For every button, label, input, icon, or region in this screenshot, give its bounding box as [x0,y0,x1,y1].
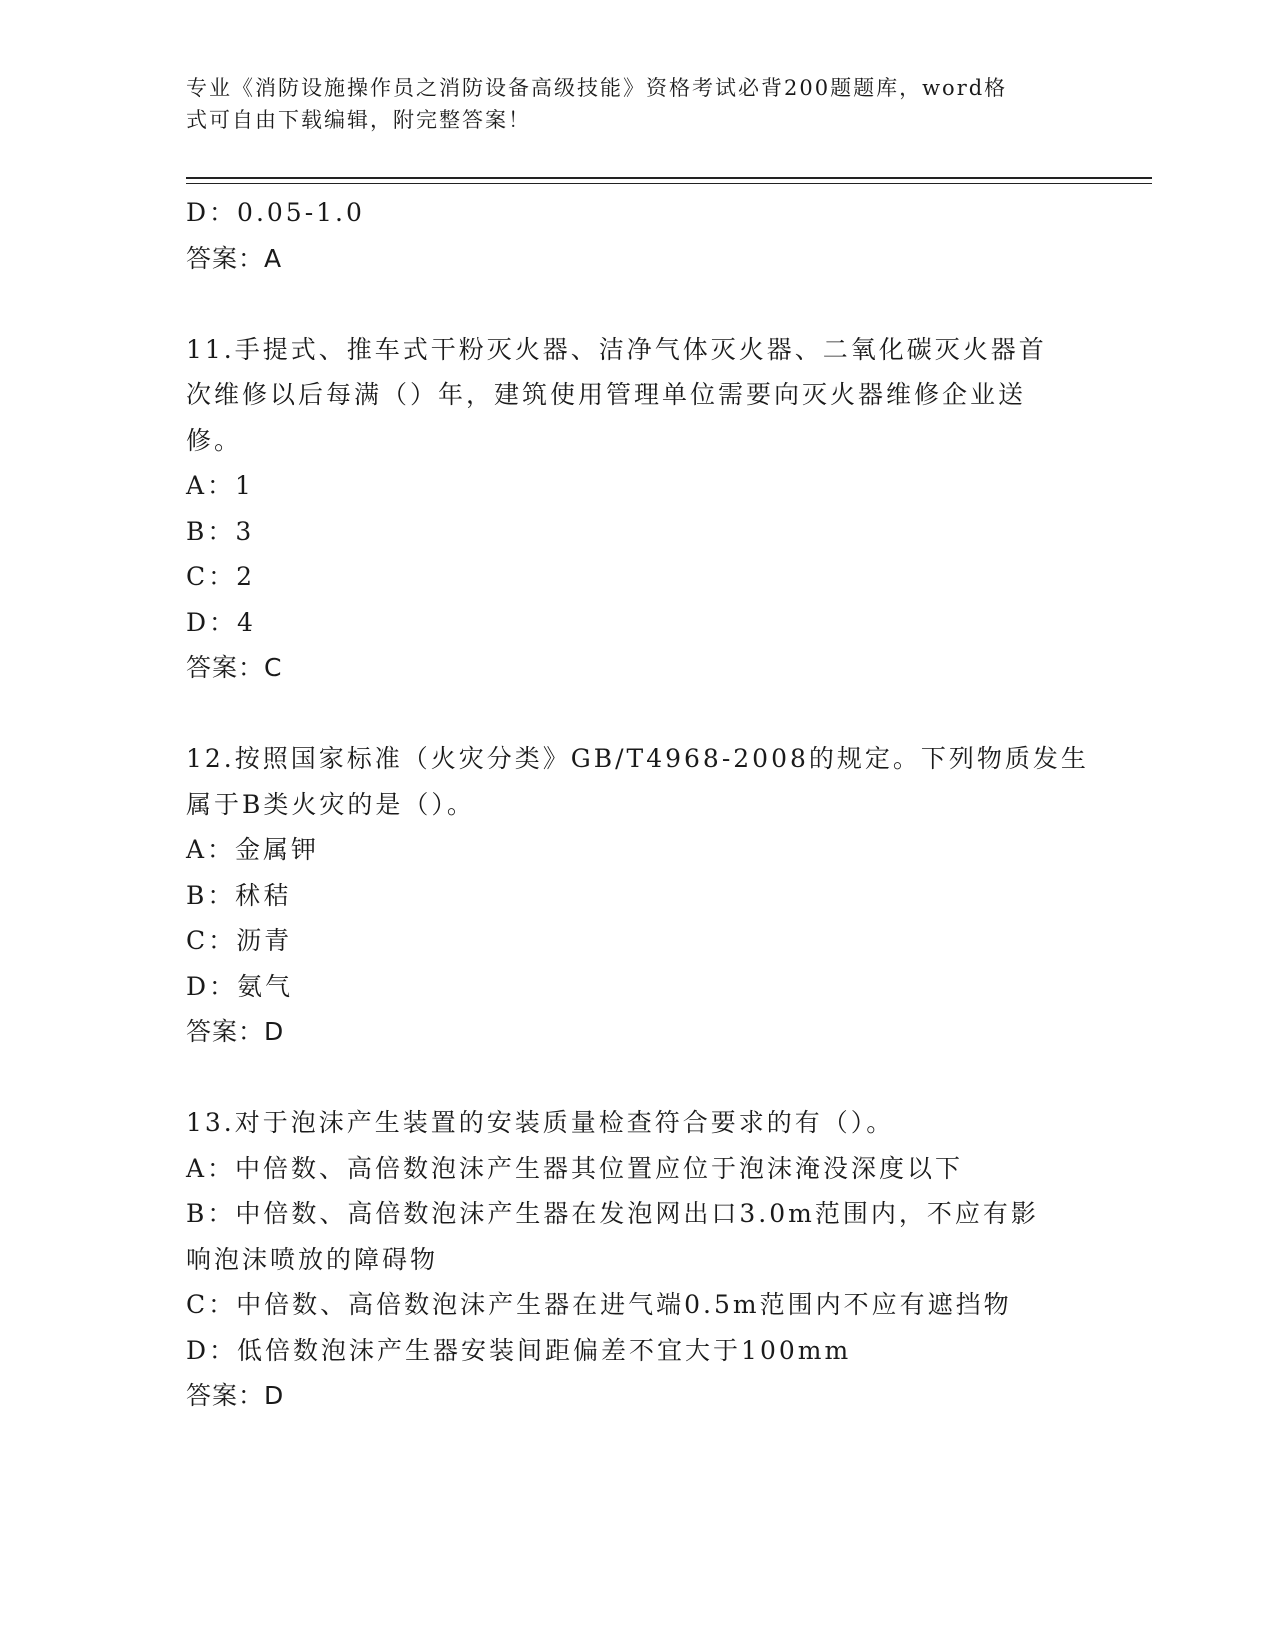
document-header [186,72,1066,136]
question-prev [186,190,1086,281]
answer: 答案：A [186,243,283,273]
question-list [186,190,1089,1419]
question-text: 13.对于泡沫产生装置的安装质量检查符合要求的有（）。 [186,1108,895,1137]
option-d: D：低倍数泡沫产生器安装间距偏差不宜大于100mm [186,1335,852,1365]
option-c: C：2 [186,562,256,591]
question-12 [186,736,1089,1055]
option-b-continued: 响泡沫喷放的障碍物 [186,1244,439,1274]
header-line-2: 式可自由下载编辑，附完整答案！ [186,108,531,132]
question-text: 修。 [186,425,243,455]
answer: 答案：D [186,1017,285,1046]
question-13 [186,1100,1086,1419]
option-b: B：3 [186,516,255,546]
option-a: A：中倍数、高倍数泡沫产生器其位置应位于泡沫淹没深度以下 [186,1153,964,1183]
question-11 [186,327,1086,691]
answer: 答案：C [186,653,283,682]
option-b: B：秫秸 [186,880,292,910]
answer: 答案：D [186,1381,285,1410]
option-d: D：0.05-1.0 [186,198,365,227]
option-b: B：中倍数、高倍数泡沫产生器在发泡网出口3.0m范围内，不应有影 [186,1199,1039,1228]
option-c: C：沥青 [186,926,293,955]
header-divider-thin [186,183,1152,184]
option-a: A：1 [186,471,254,500]
question-text: 次维修以后每满（）年，建筑使用管理单位需要向灭火器维修企业送 [186,380,1027,409]
question-text: 11.手提式、推车式干粉灭火器、洁净气体灭火器、二氧化碳灭火器首 [186,334,1047,364]
option-c: C：中倍数、高倍数泡沫产生器在进气端0.5m范围内不应有遮挡物 [186,1290,1012,1319]
question-text: 12.按照国家标准（火灾分类》GB/T4968-2008的规定。下列物质发生 [186,744,1089,773]
option-d: D：氨气 [186,971,294,1001]
header-divider-thick [186,177,1152,179]
option-a: A：金属钾 [186,835,320,864]
question-text: 属于B类火灾的是（）。 [186,789,475,819]
header-line-1: 专业《消防设施操作员之消防设备高级技能》资格考试必背200题题库，word格 [186,76,1008,100]
option-d: D：4 [186,607,256,637]
